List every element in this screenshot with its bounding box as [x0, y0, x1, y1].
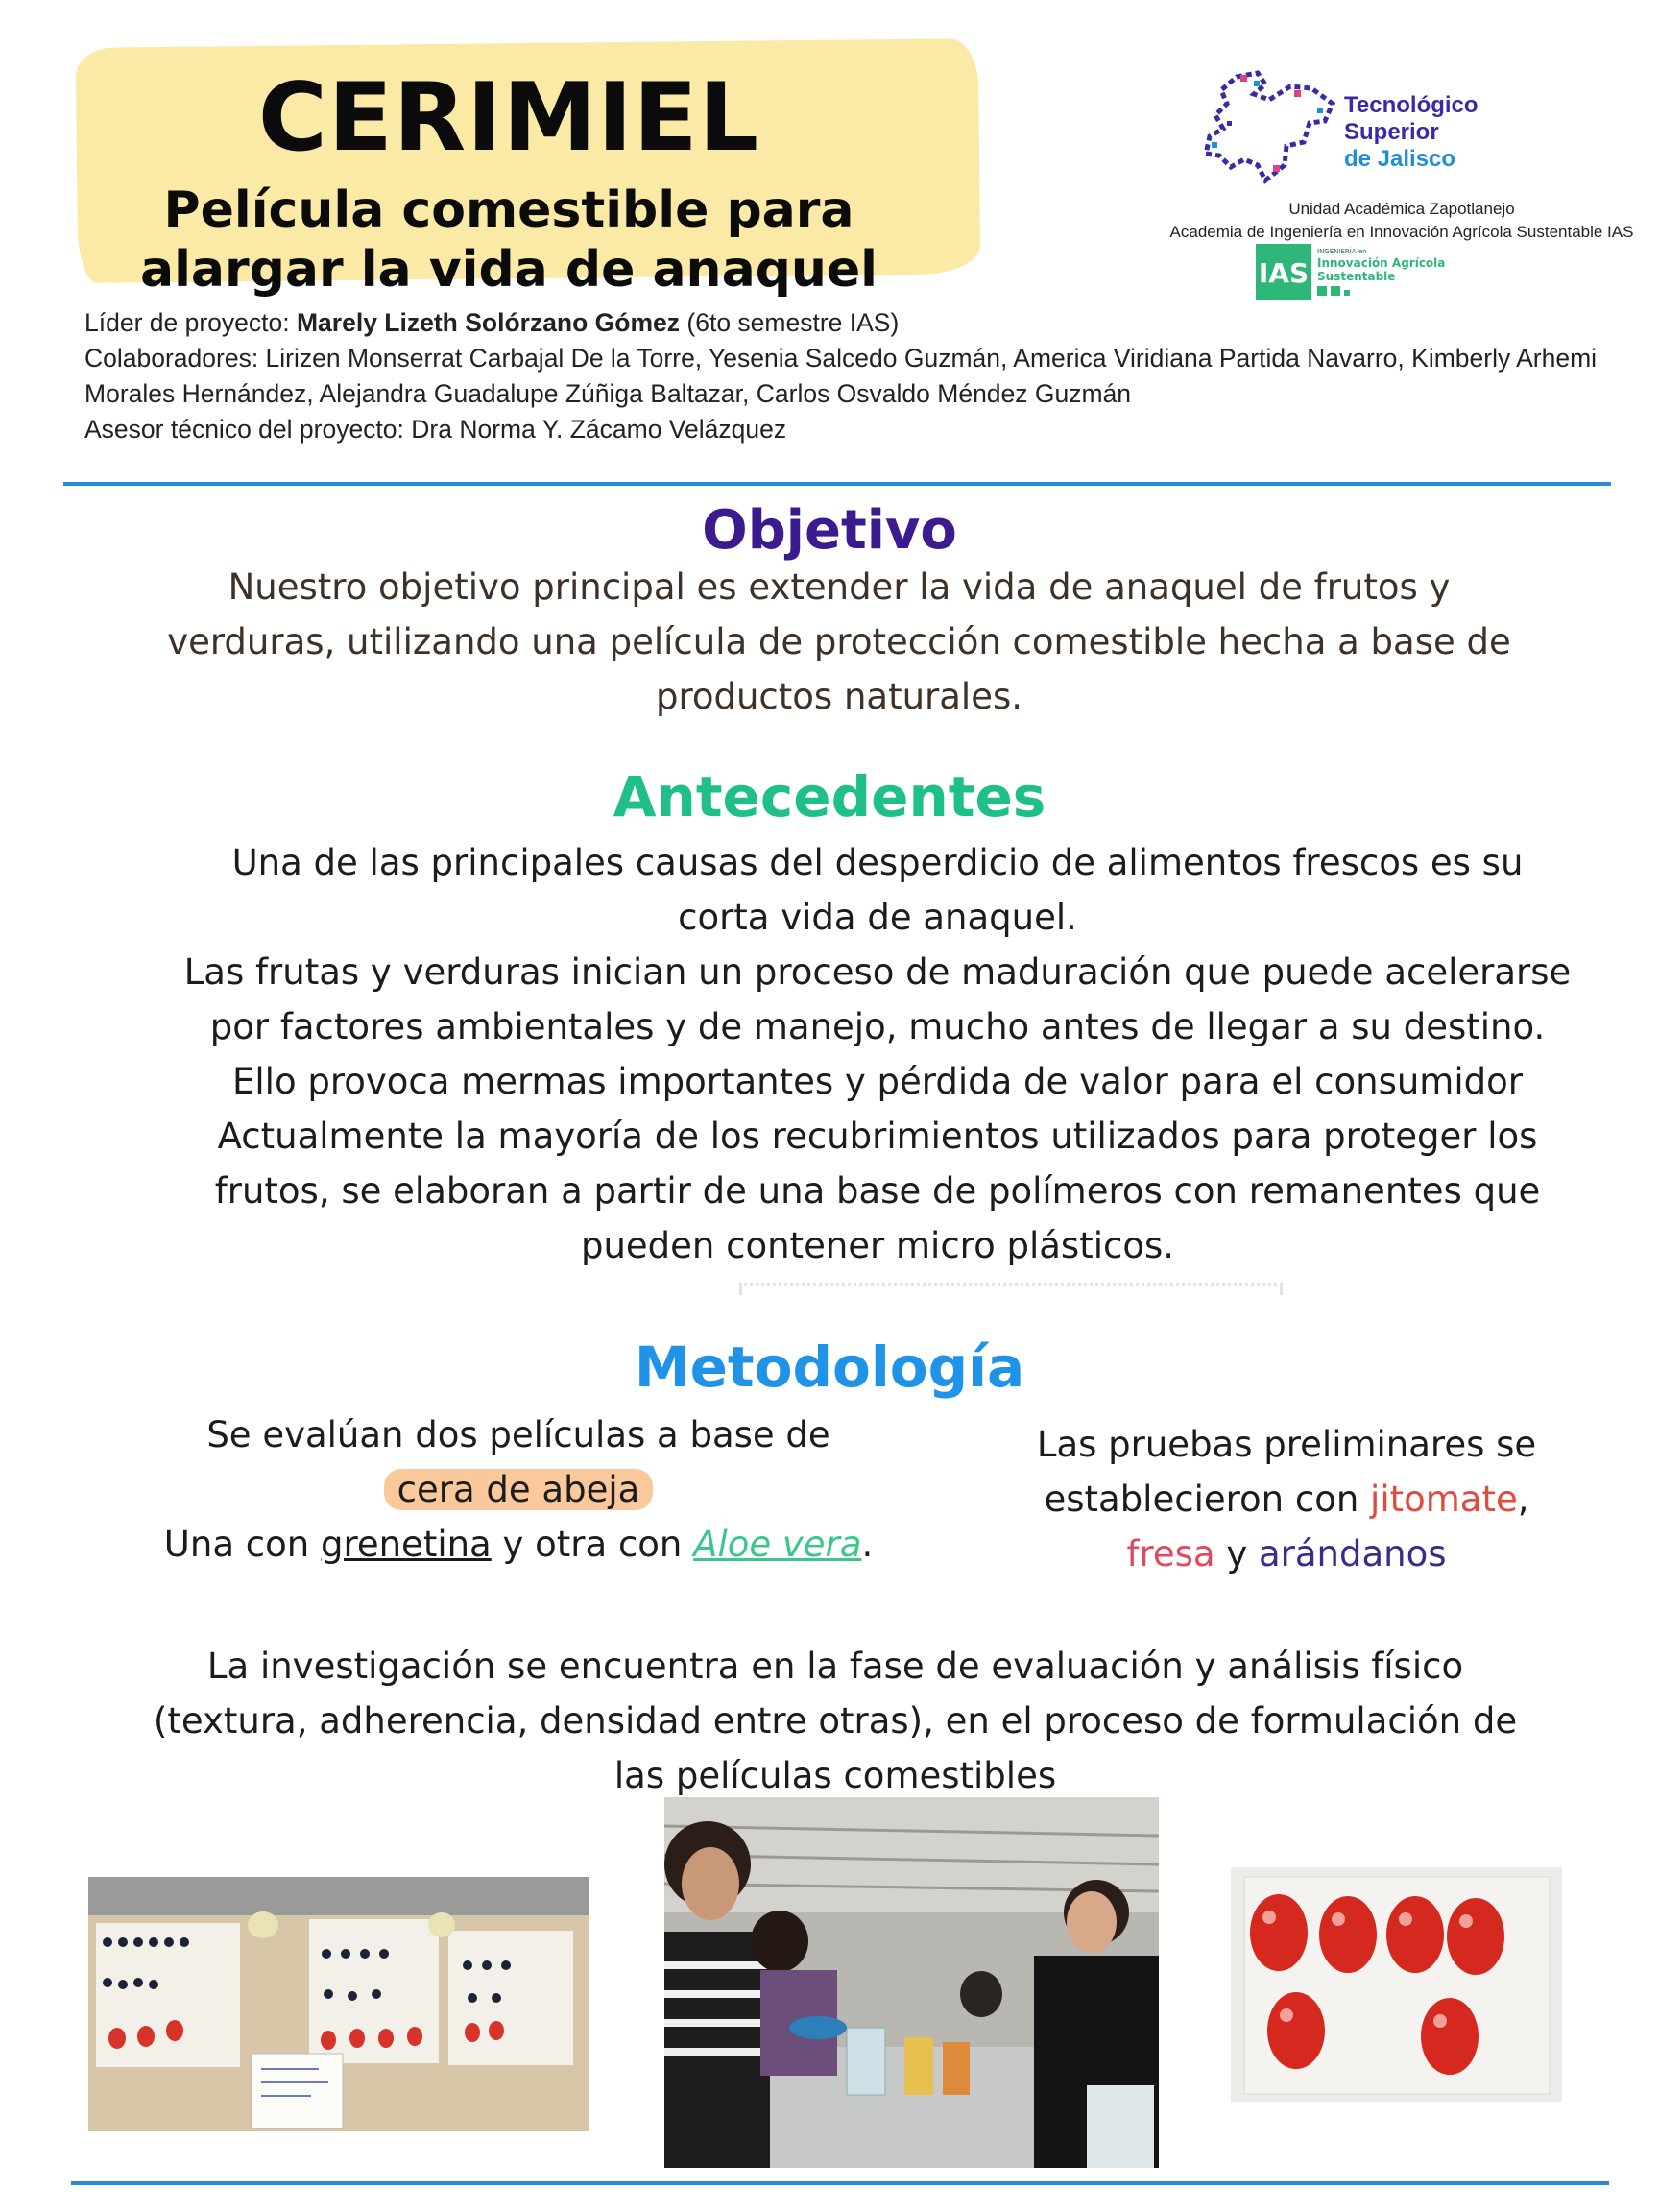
collaborators-line-1: Colaboradores: Lirizen Monserrat Carbajal De la Torre, Yesenia Salcedo Guzmán, America Viridiana Partida Navarro, Kimberly Arhemi	[84, 344, 1598, 373]
unit-name: Unidad Académica Zapotlanejo	[1288, 200, 1515, 218]
footer-divider	[71, 2181, 1609, 2185]
metodologia-right-text	[970, 1417, 1603, 1581]
objetivo-heading: Objetivo	[702, 499, 957, 562]
text-fragment: Una con	[163, 1524, 321, 1565]
section-separator	[739, 1283, 1283, 1295]
ias-line-2: Sustentable	[1317, 270, 1396, 283]
objetivo-line-3: productos naturales.	[655, 676, 1023, 717]
text-fragment: y otra con	[491, 1524, 694, 1565]
method-left-line-2	[106, 1462, 931, 1517]
metodologia-heading: Metodología	[634, 1334, 1025, 1400]
leader-label: Líder de proyecto:	[84, 308, 290, 337]
text-fragment: y	[1214, 1533, 1259, 1575]
grenetina-text: grenetina	[320, 1524, 492, 1565]
ias-line-1: Innovación Agrícola	[1317, 256, 1446, 270]
antecedentes-line-5: Ello provoca mermas importantes y pérdida de valor para el consumidor	[232, 1061, 1523, 1102]
antecedentes-line-7: frutos, se elaboran a partir de una base de polímeros con remanentes que	[214, 1170, 1541, 1212]
text-fragment: .	[861, 1524, 874, 1565]
method-right-line-2	[970, 1472, 1603, 1527]
ias-small-text: INGENIERÍA en	[1317, 248, 1367, 255]
antecedentes-line-1: Una de las principales causas del desperdicio de alimentos frescos es su	[231, 842, 1524, 883]
antecedentes-heading: Antecedentes	[613, 764, 1046, 830]
advisor-line: Asesor técnico del proyecto: Dra Norma Y. Zácamo Velázquez	[84, 415, 787, 444]
method-left-line-1: Se evalúan dos películas a base de	[206, 1414, 830, 1455]
antecedentes-line-6: Actualmente la mayoría de los recubrimientos utilizados para proteger los	[217, 1116, 1538, 1157]
method-right-line-3	[970, 1527, 1603, 1581]
metodologia-left-text	[106, 1407, 931, 1572]
page-title: CERIMIEL	[257, 63, 760, 173]
page-subtitle: Película comestible para alargar la vida de anaquel	[140, 181, 878, 299]
objetivo-text	[58, 560, 1621, 724]
method-bottom-line-2: (textura, adherencia, densidad entre otras), en el proceso de formulación de	[153, 1700, 1518, 1742]
method-right-line-1: Las pruebas preliminares se	[1036, 1424, 1537, 1465]
aloe-vera-text: Aloe vera	[693, 1524, 862, 1565]
method-bottom-line-3: las películas comestibles	[613, 1755, 1057, 1796]
metodologia-bottom-text	[58, 1639, 1613, 1803]
antecedentes-line-4: por factores ambientales y de manejo, mucho antes de llegar a su destino.	[209, 1006, 1546, 1047]
jalisco-map-logo-icon	[1198, 65, 1342, 185]
header-divider	[63, 482, 1611, 486]
antecedentes-line-3: Las frutas y verduras inician un proceso de maduración que puede acelerarse	[183, 951, 1572, 993]
antecedentes-line-8: pueden contener micro plásticos.	[580, 1225, 1175, 1266]
objetivo-line-1: Nuestro objetivo principal es extender la vida de anaquel de frutos y	[228, 566, 1451, 608]
beeswax-highlight: cera de abeja	[384, 1469, 654, 1510]
method-bottom-line-1: La investigación se encuentra en la fase de evaluación y análisis físico	[206, 1646, 1464, 1687]
institution-name	[1344, 92, 1479, 173]
leader-line	[84, 305, 1640, 341]
institution-line-3: de Jalisco	[1344, 146, 1456, 172]
text-fragment: ,	[1517, 1479, 1529, 1520]
institution-line-1: Tecnológico	[1344, 92, 1479, 118]
collaborators-line-2: Morales Hernández, Alejandra Guadalupe Zúñiga Baltazar, Carlos Osvaldo Méndez Guzmán	[84, 379, 1132, 408]
ias-mark-text: IAS	[1258, 257, 1310, 289]
ias-program-logo-icon	[1256, 244, 1448, 300]
academic-unit	[1037, 198, 1659, 244]
project-credits	[84, 305, 1640, 447]
arandanos-text: arándanos	[1259, 1533, 1447, 1575]
antecedentes-line-2: corta vida de anaquel.	[678, 897, 1077, 938]
text-fragment: establecieron con	[1044, 1479, 1371, 1520]
jitomate-text: jitomate	[1370, 1479, 1518, 1520]
antecedentes-text	[77, 835, 1659, 1273]
photo-fruit-samples	[88, 1877, 589, 2131]
objetivo-line-2: verduras, utilizando una película de protección comestible hecha a base de	[167, 621, 1511, 662]
photo-tomato-samples	[1231, 1867, 1562, 2102]
institution-line-2: Superior	[1344, 119, 1439, 145]
fresa-text: fresa	[1126, 1533, 1215, 1575]
academy-name: Academia de Ingeniería en Innovación Agrícola Sustentable IAS	[1169, 223, 1634, 241]
leader-name: Marely Lizeth Solórzano Gómez	[296, 308, 681, 337]
leader-note: (6to semestre IAS)	[686, 308, 900, 337]
photo-lab-students	[664, 1797, 1159, 2168]
method-left-line-3	[106, 1517, 931, 1572]
